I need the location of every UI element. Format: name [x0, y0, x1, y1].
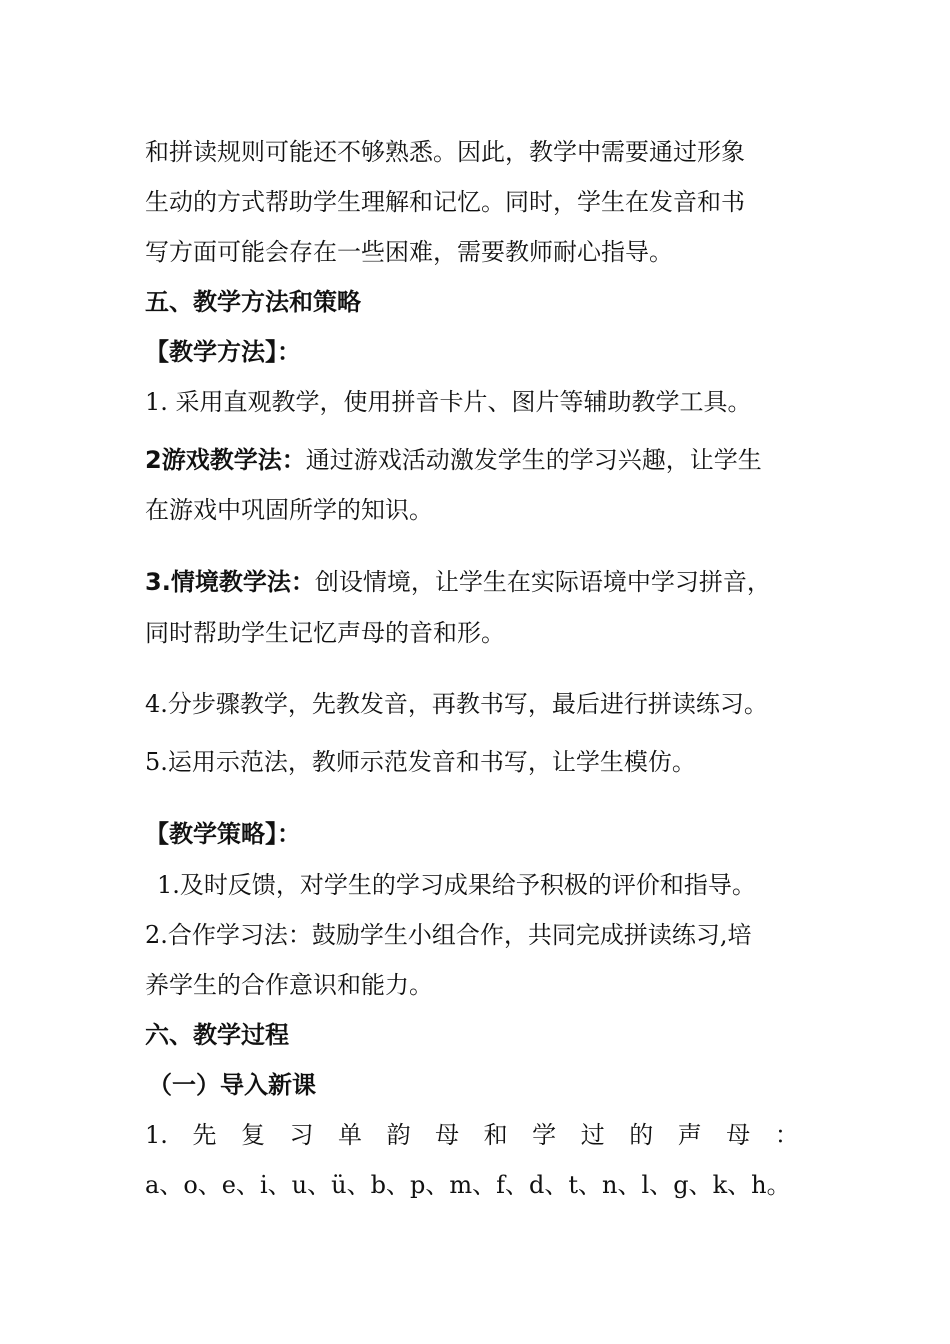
method-item: 4.分步骤教学，先教发音，再教书写，最后进行拼读练习。: [145, 690, 768, 718]
method-lead: 2游戏教学法：: [145, 446, 306, 474]
section-heading: 六、教学过程: [145, 1021, 289, 1049]
char: 1.: [145, 1121, 168, 1149]
section-heading: 五、教学方法和策略: [145, 288, 361, 316]
method-text: 创设情境，让学生在实际语境中学习拼音，: [314, 568, 771, 596]
char: 韵: [386, 1121, 411, 1149]
subsection-heading: （一）导入新课: [148, 1071, 316, 1099]
char: 母: [435, 1121, 460, 1149]
letter: p、: [409, 1171, 450, 1199]
letter: n、: [602, 1171, 642, 1199]
char: 复: [240, 1121, 265, 1149]
char: 母: [726, 1121, 751, 1149]
letter: g、: [673, 1171, 713, 1199]
strategies-label: 【教学策略】：: [145, 820, 301, 848]
method-item-cont: 在游戏中巩固所学的知识。: [145, 496, 433, 524]
letter: l、: [641, 1171, 674, 1199]
char: 和: [483, 1121, 508, 1149]
letter: i、: [259, 1171, 292, 1199]
char: 先: [192, 1121, 217, 1149]
method-item: [145, 444, 825, 476]
paragraph-line: 生动的方式帮助学生理解和记忆。同时，学生在发音和书: [145, 188, 745, 216]
method-item: 5.运用示范法，教师示范发音和书写，让学生模仿。: [145, 748, 696, 776]
intro-item-chars: [145, 1119, 799, 1151]
method-lead: 3.情境教学法：: [145, 568, 315, 596]
letter: h。: [751, 1171, 791, 1199]
letter: u、: [291, 1171, 332, 1199]
method-item-cont: 同时帮助学生记忆声母的音和形。: [145, 619, 505, 647]
letter: ü、: [331, 1171, 371, 1199]
method-item: 1. 采用直观教学，使用拼音卡片、图片等辅助教学工具。: [145, 388, 752, 416]
letter: o、: [183, 1171, 222, 1199]
paragraph-line: 和拼读规则可能还不够熟悉。因此，教学中需要通过形象: [145, 138, 745, 166]
char: 习: [289, 1121, 314, 1149]
char: 学: [532, 1121, 557, 1149]
strategy-item: 2.合作学习法：鼓励学生小组合作，共同完成拼读练习,培: [145, 921, 752, 949]
char: 过: [580, 1121, 605, 1149]
letter: k、: [712, 1171, 752, 1199]
intro-item-letters: [145, 1169, 791, 1201]
method-text: 通过游戏活动激发学生的学习兴趣，让学生: [305, 446, 762, 474]
char: 声: [677, 1121, 702, 1149]
letter: d、: [529, 1171, 569, 1199]
paragraph-line: 写方面可能会存在一些困难，需要教师耐心指导。: [145, 238, 673, 266]
method-item: [145, 566, 825, 598]
strategy-item-cont: 养学生的合作意识和能力。: [145, 971, 433, 999]
char: ：: [774, 1121, 799, 1149]
letter: m、: [449, 1171, 497, 1199]
letter: a、: [145, 1171, 184, 1199]
letter: f、: [496, 1171, 529, 1199]
char: 单: [338, 1121, 363, 1149]
letter: t、: [568, 1171, 603, 1199]
strategy-item: 1.及时反馈，对学生的学习成果给予积极的评价和指导。: [157, 871, 756, 899]
char: 的: [629, 1121, 654, 1149]
letter: b、: [370, 1171, 410, 1199]
methods-label: 【教学方法】：: [145, 338, 301, 366]
letter: e、: [221, 1171, 260, 1199]
